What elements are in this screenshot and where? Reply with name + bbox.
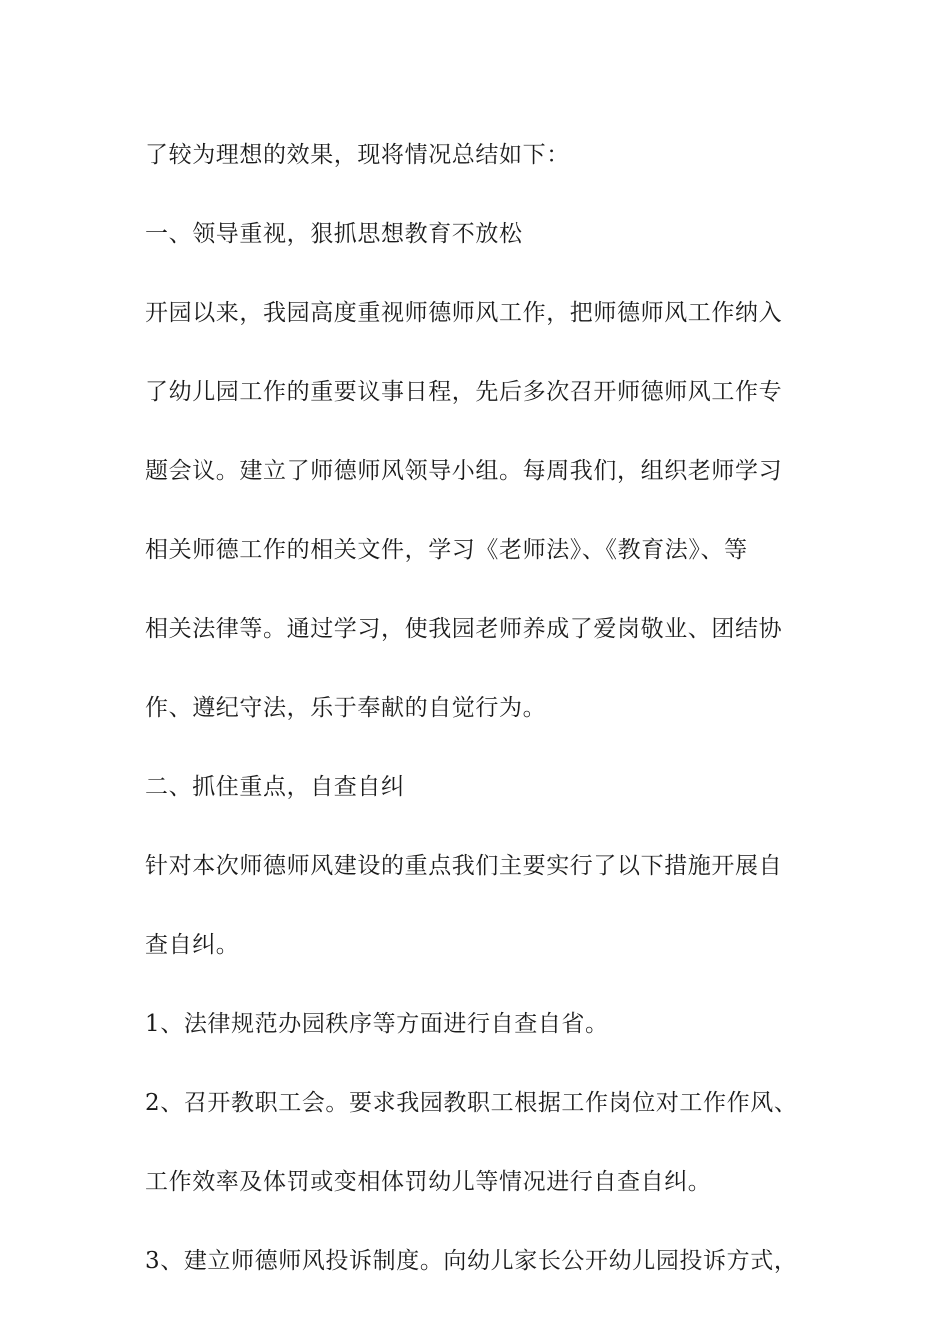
list-item: 2、召开教职工会。要求我园教职工根据工作岗位对工作作风、 [145, 1090, 798, 1116]
paragraph-line: 相关师德工作的相关文件，学习《老师法》、《教育法》、等 [145, 537, 748, 563]
paragraph-line: 题会议。建立了师德师风领导小组。每周我们，组织老师学习 [145, 458, 783, 484]
paragraph-line: 了幼儿园工作的重要议事日程，先后多次召开师德师风工作专 [145, 379, 783, 405]
paragraph-line: 工作效率及体罚或变相体罚幼儿等情况进行自查自纠。 [145, 1169, 712, 1195]
list-item: 3、建立师德师风投诉制度。向幼儿家长公开幼儿园投诉方式， [145, 1248, 798, 1274]
section-heading: 一、领导重视，狠抓思想教育不放松 [145, 221, 523, 247]
document-body [145, 130, 810, 1315]
paragraph-line: 针对本次师德师风建设的重点我们主要实行了以下措施开展自 [145, 853, 783, 879]
paragraph-line: 了较为理想的效果，现将情况总结如下： [145, 142, 570, 168]
paragraph-line: 相关法律等。通过学习，使我园老师养成了爱岗敬业、团结协 [145, 616, 783, 642]
section-heading: 二、抓住重点，自查自纠 [145, 774, 405, 800]
paragraph-line: 作、遵纪守法，乐于奉献的自觉行为。 [145, 695, 547, 721]
list-item: 1、法律规范办园秩序等方面进行自查自省。 [145, 1011, 609, 1037]
paragraph-line: 开园以来，我园高度重视师德师风工作，把师德师风工作纳入 [145, 300, 783, 326]
paragraph-line: 查自纠。 [145, 932, 240, 958]
